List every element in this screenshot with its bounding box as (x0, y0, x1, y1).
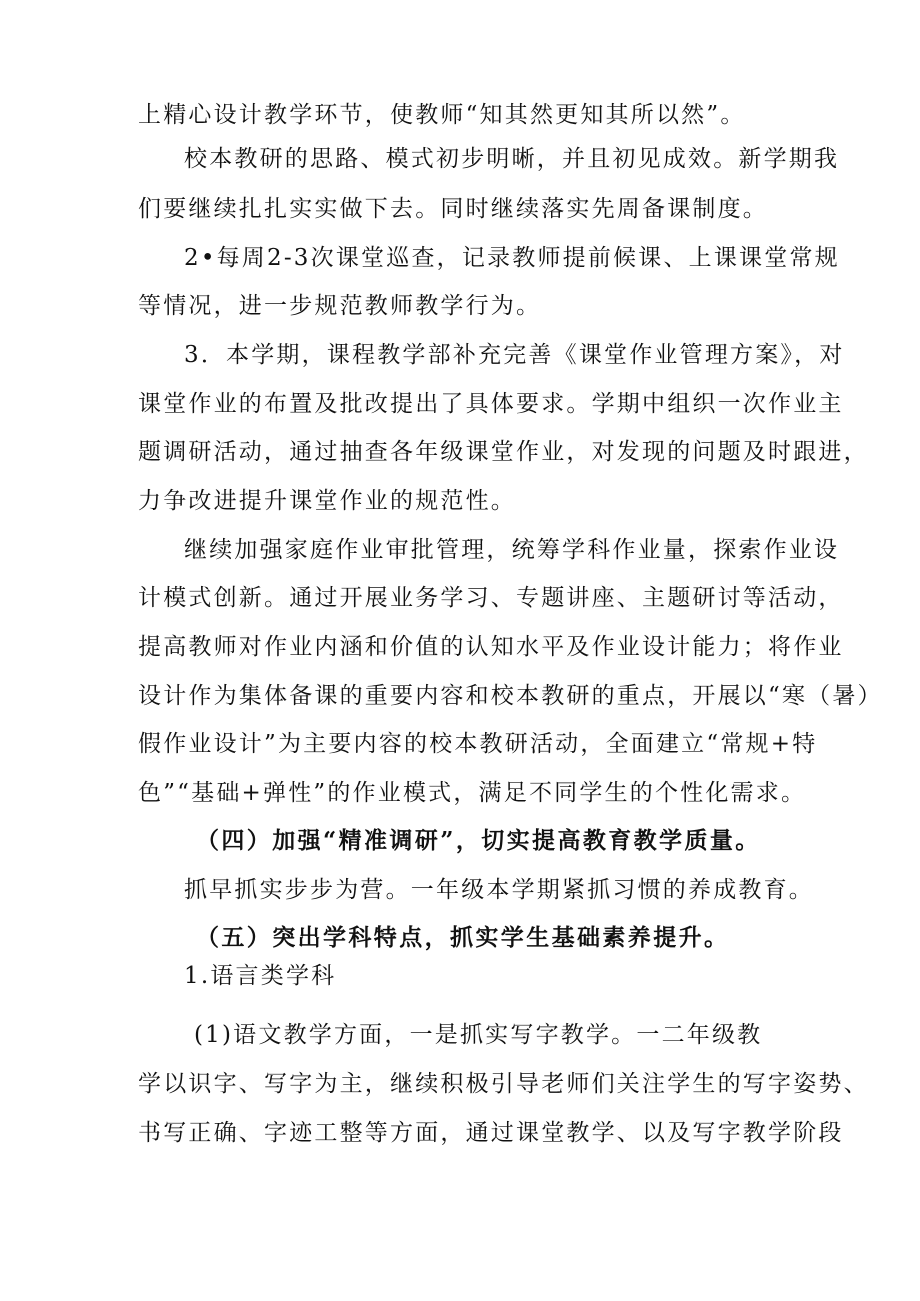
text-line-5: 等情况，进一步规范教师教学行为。 (138, 293, 542, 319)
text-line-4: 2•每周2-3次课堂巡查，记录教师提前候课、上课课堂常规 (184, 245, 840, 271)
text-line-12: 提高教师对作业内涵和价值的认知水平及作业设计能力；将作业 (138, 634, 844, 660)
section-heading-5: （五）突出学科特点，抓实学生基础素养提升。 (196, 924, 730, 951)
text-line-14: 假作业设计”为主要内容的校本教研活动，全面建立“常规+特 (138, 731, 818, 757)
text-line-11: 计模式创新。通过开展业务学习、专题讲座、主题研讨等活动， (138, 585, 844, 611)
text-line-6: 3．本学期，课程教学部补充完善《课堂作业管理方案》，对 (184, 342, 845, 368)
text-line-8: 题调研活动，通过抽查各年级课堂作业，对发现的问题及时跟进， (138, 439, 869, 465)
text-line-17: 抓早抓实步步为营。一年级本学期紧抓习惯的养成教育。 (184, 877, 814, 903)
text-line-10: 继续加强家庭作业审批管理，统筹学科作业量，探索作业设 (184, 537, 840, 563)
text-line-21: 学以识字、写字为主，继续积极引导老师们关注学生的写字姿势、 (138, 1071, 869, 1097)
text-line-15: 色”“基础+弹性”的作业模式，满足不同学生的个性化需求。 (138, 780, 807, 806)
section-heading-4: （四）加强“精准调研”，切实提高教育教学质量。 (196, 827, 761, 854)
text-line-20: (1)语文教学方面，一是抓实写字教学。一二年级教 (194, 1022, 763, 1048)
text-line-3: 们要继续扎扎实实做下去。同时继续落实先周备课制度。 (138, 196, 768, 222)
text-line-7: 课堂作业的布置及批改提出了具体要求。学期中组织一次作业主 (138, 391, 844, 417)
text-line-2: 校本教研的思路、模式初步明晰，并且初见成效。新学期我 (184, 146, 840, 172)
text-line-22: 书写正确、字迹工整等方面，通过课堂教学、以及写字教学阶段 (138, 1120, 844, 1146)
text-line-1: 上精心设计教学环节，使教师“知其然更知其所以然”。 (138, 102, 746, 128)
text-line-13: 设计作为集体备课的重要内容和校本教研的重点，开展以“寒（暑） (138, 683, 883, 709)
text-line-9: 力争改进提升课堂作业的规范性。 (138, 488, 516, 514)
subsection-heading-1: 1.语言类学科 (184, 963, 337, 989)
